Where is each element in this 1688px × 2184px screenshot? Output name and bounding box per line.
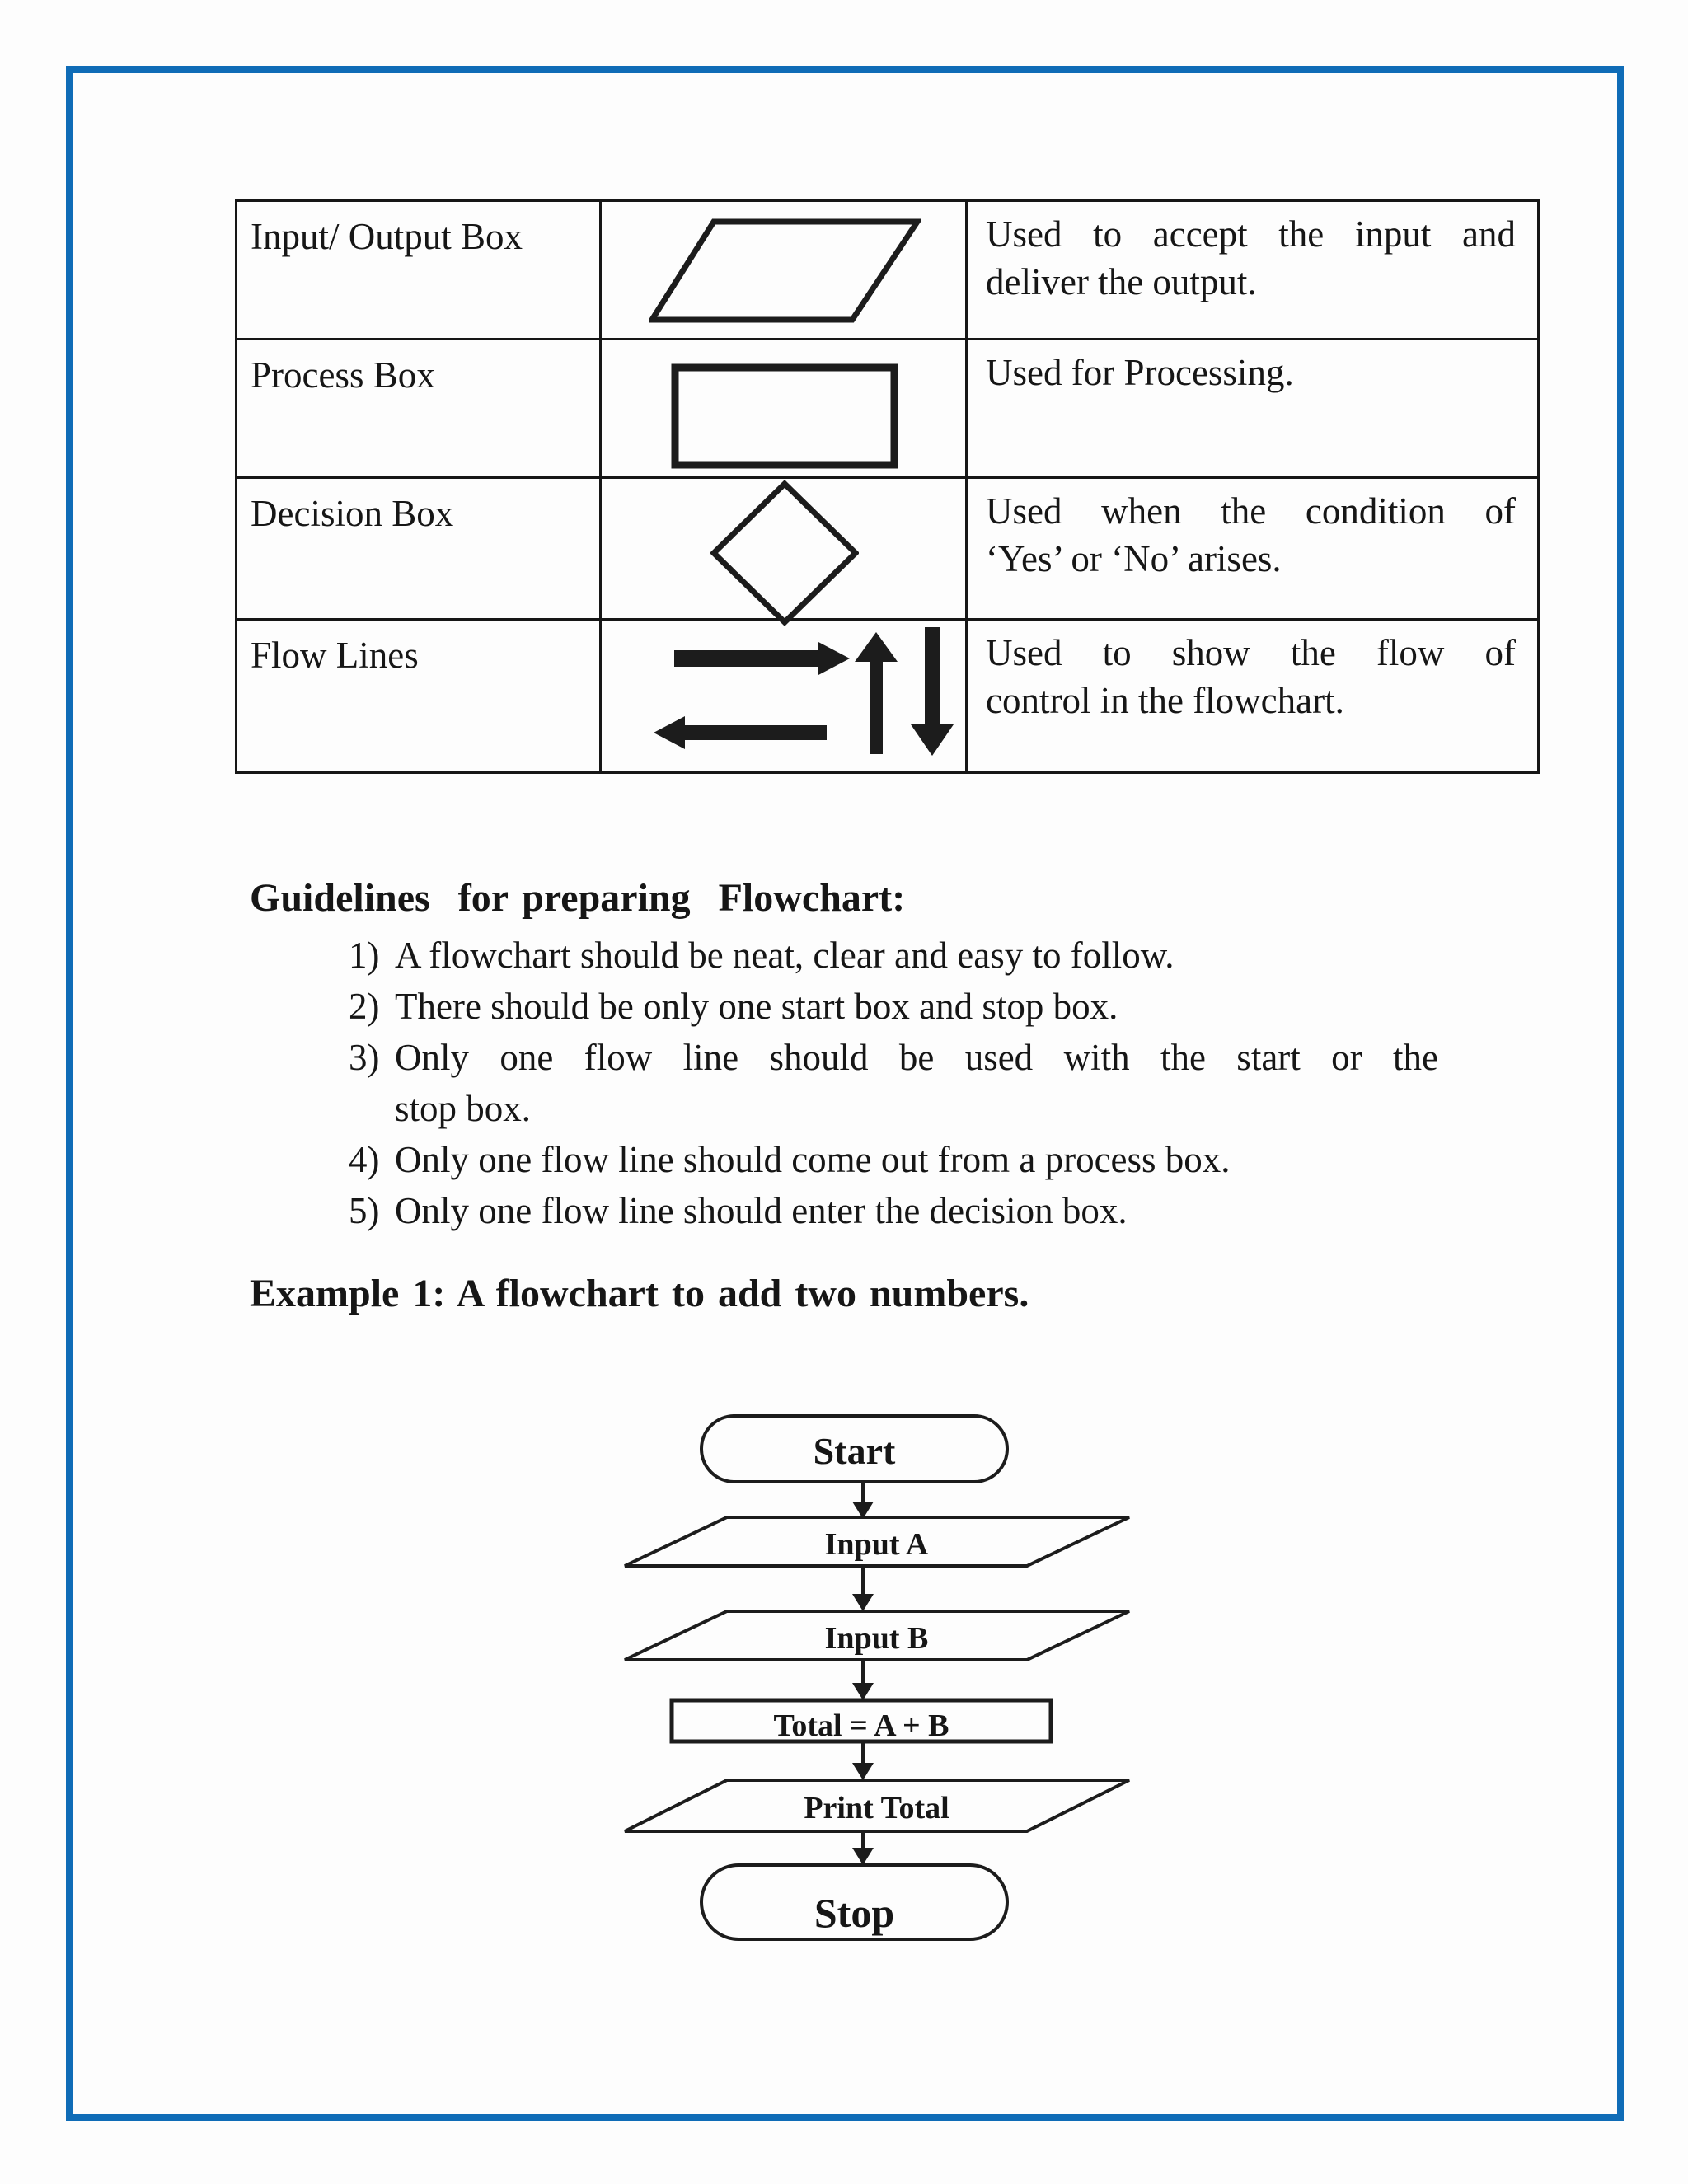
list-item: 1) A flowchart should be neat, clear and easy to follow. — [349, 930, 1438, 981]
guidelines-heading: Guidelines for preparing Flowchart: — [250, 876, 906, 920]
list-item-number: 1) — [349, 935, 380, 976]
list-item-number: 4) — [349, 1139, 380, 1180]
row-label-flow-lines: Flow Lines — [251, 635, 419, 676]
example-flowchart-diagram — [495, 1393, 1170, 1970]
flowchart-symbols-table — [235, 199, 1540, 774]
flow-arrows-icon — [602, 621, 968, 774]
list-item: 5) Only one flow line should enter the decision box. — [349, 1185, 1438, 1236]
table-row — [237, 478, 1539, 620]
table-row — [237, 340, 1539, 478]
flowchart-start-label: Start — [813, 1430, 896, 1472]
row-desc-input-output: Used to accept the input and deliver the output. — [986, 213, 1516, 302]
list-item: 3) Only one flow line should be used with the start or the stop box. — [349, 1032, 1438, 1134]
example-heading: Example 1: A flowchart to add two numbers. — [250, 1272, 1029, 1315]
row-label-input-output: Input/ Output Box — [251, 216, 523, 257]
list-item-number: 5) — [349, 1190, 380, 1231]
list-item-number: 2) — [349, 986, 380, 1027]
flowchart-process-label: Total = A + B — [773, 1708, 950, 1743]
flowchart-print-label: Print Total — [804, 1791, 950, 1825]
decision-diamond-icon — [710, 480, 859, 626]
flowchart-input-a-label: Input A — [824, 1527, 929, 1562]
table-row — [237, 620, 1539, 773]
row-label-decision: Decision Box — [251, 493, 454, 534]
row-desc-process: Used for Processing. — [986, 352, 1294, 393]
process-rectangle-icon — [671, 363, 898, 469]
list-item: 2) There should be only one start box and stop box. — [349, 981, 1438, 1032]
flowchart-stop-label: Stop — [814, 1890, 895, 1936]
row-label-process: Process Box — [251, 354, 435, 396]
parallelogram-icon — [649, 218, 921, 323]
table-row — [237, 201, 1539, 340]
list-item-number: 3) — [349, 1037, 380, 1078]
guidelines-list — [349, 930, 1438, 1236]
list-item: 4) Only one flow line should come out from a process box. — [349, 1134, 1438, 1185]
flowchart-input-b-label: Input B — [824, 1621, 929, 1656]
row-desc-flow-lines: Used to show the flow of control in the flowchart. — [986, 632, 1516, 721]
row-desc-decision: Used when the condition of ‘Yes’ or ‘No’ arises. — [986, 490, 1516, 579]
